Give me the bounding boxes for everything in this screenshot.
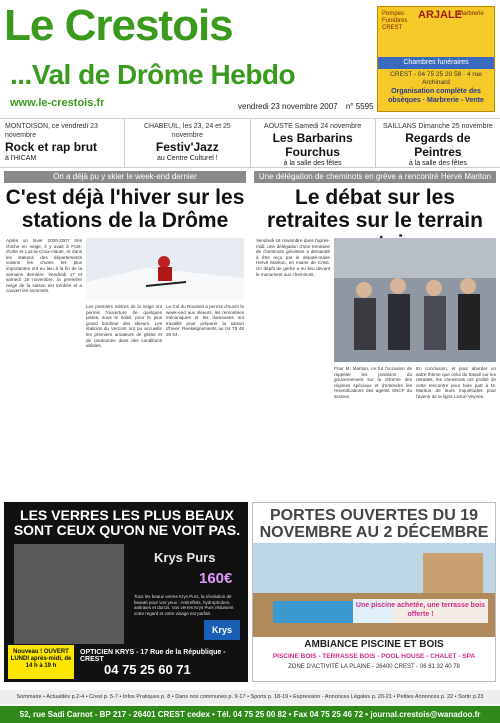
krys-price: 160€ [199,570,233,587]
teaser-kicker: SAILLANS Dimanche 25 novembre [383,123,493,130]
funeral-ad-left: Pompes Funèbres CREST [382,11,408,31]
table-of-contents[interactable]: Sommaire • Actualités p.2-4 • Crest p. 5-7 • Infos Pratiques p. 8 • Dans nos communes p. 9-17 • Sports p. 18-19 • Expression - Annonces Légales p. 20-21 • Petites Annonces p. 22 • Sortir p.23 [0,690,500,704]
pool-title: AMBIANCE PISCINE ET BOIS [304,639,444,650]
teaser-sub: à l'HICAM [5,155,37,162]
teaser-item[interactable] [0,119,125,167]
pool-headline: PORTES OUVERTES DU 19 NOVEMBRE AU 2 DÉCEMBRE [259,507,489,541]
newspaper-title[interactable]: Le Crestois [4,1,233,50]
teaser-headline: Festiv'Jazz [155,140,219,154]
teaser-item[interactable] [376,119,500,167]
right-story-col-2: Pour M. Mariton, ce fut l'occasion de rappeler les positions du gouvernement sur la réforme des régimes spéciaux et d'entendre les revendications des agents SNCF du secteur. [334,366,412,399]
krys-ad[interactable] [4,502,248,682]
ski-photo [86,238,244,300]
funeral-ad-line: CREST - 04 75 25 20 58 · 4 rue Archinard [390,71,482,86]
teaser-sub: à la salle des fêtes [408,160,467,167]
teaser-kicker: MONTOISON, ce vendredi 23 novembre [5,123,98,139]
dateline [238,102,400,111]
krys-brand: Krys Purs [154,550,216,565]
pool-ad[interactable] [252,502,496,682]
funeral-ad[interactable] [377,6,495,112]
funeral-ad-brand: ARJALE [418,9,463,21]
left-story-col-2: Les premiers mètres de la neige ont permis l'ouverture de quelques pistes, sous le soleil, pour le plus grand bonheur des skieurs. Les stations du Vercors ont pu accueillir les premiers amateurs de glisse et de randonnée dans des conditions idéales. [86,304,162,349]
right-story-col-3: En conclusion, et pour aborder un autre thème que celui du travail sur les retraites, les cheminots ont profité de cette rencontre pour faire part à M. Mariton de leurs inquiétudes pour l'avenir de la ligne Livron-Veynes. [416,366,496,399]
funeral-ad-footer: Organisation complète des obsèques · Marbrerie - Vente [388,88,484,104]
contact-footer: 52, rue Sadi Carnot - BP 217 - 26401 CREST cedex • Tél. 04 75 25 00 82 • Fax 04 75 25 46 72 • journal.crestois@wanadoo.fr [0,706,500,723]
website-link[interactable]: www.le-crestois.fr [10,97,105,109]
delegation-image [334,238,496,362]
event-teasers [0,118,500,168]
issue-date: vendredi 23 novembre 2007 [238,102,338,111]
teaser-kicker: AOUSTE Samedi 24 novembre [263,123,362,130]
right-story-kicker: Une délégation de cheminots en grève a rencontré Hervé Mariton [254,171,496,183]
krys-headline: LES VERRES LES PLUS BEAUX SONT CEUX QU'ON NE VOIT PAS. [13,507,241,538]
krys-opening-notice: Nouveau ! OUVERT LUNDI après-midi, de 14 h à 19 h [8,645,74,679]
krys-text: Tous les beaux verres Krys Purs, la révolution de beauté pour vos yeux : Antireflets, hydrophobes, antiraies et durcis. Vos verres Krys Purs réduisent votre regard et votre visage est parfait. [134,594,234,616]
funeral-ad-banner: Chambres funéraires [378,57,494,69]
teaser-item[interactable] [251,119,376,167]
left-story-headline[interactable]: C'est déjà l'hiver sur les stations de la Drôme [5,186,245,232]
funeral-ad-right: Marbrerie [458,11,484,17]
pool-promo: Une piscine achetée, une terrasse bois offerte ! [353,599,488,623]
krys-shop: OPTICIEN KRYS - 17 Rue de la République - CREST [80,649,226,663]
teaser-headline: Les Barbarins Fourchus [272,131,353,159]
krys-logo: Krys [204,620,240,640]
left-story-col-3: Le Col du Rousset a permis d'ouvrir le week-end aux skieurs, les remontées mécaniques et les dameuses ont travaillé pour préparer la saison d'hiver. Renseignements au 04 75 48 26 64. [166,304,244,337]
teaser-sub: au Centre Culturel ! [157,155,218,162]
pool-products: PISCINE BOIS - TERRASSE BOIS - POOL HOUSE - CHALET - SPA [272,653,476,660]
teaser-item[interactable] [125,119,250,167]
skier-image [86,238,244,300]
left-story-kicker: On a déjà pu y skier le week-end dernier [4,171,246,183]
left-story-col-1: Après un hiver 2006-2007 très chiche en neige, il y avait à Font-d'Urle et Lus-la-Croix-Haute, et dans les stations des départements voisins les chutes les plus importantes ont eu lieu à la fin de la semaine dernière. Vendredi 17 et samedi 18 novembre, la première neige de la saison est tombée et a couvert les sommets. [6,238,82,294]
right-story-col-1: Vendredi 16 novembre dans l'après-midi, une délégation d'une trentaine de cheminots grévistes a demandé à être reçu par le député-maire Hervé Mariton, en mairie de Crest. Un dépôt de gerbe a eu lieu devant le monument aux cheminots. [256,238,330,277]
right-story-headline[interactable]: Le débat sur les retraites sur le terrain [267,186,483,232]
masthead [0,0,500,118]
newspaper-subtitle: ...Val de Drôme Hebdo [10,59,296,90]
teaser-sub: à la salle des fêtes [283,160,342,167]
teaser-headline: Regards de Peintres [405,131,471,159]
cheminots-photo [334,238,496,362]
teaser-kicker: CHABEUIL, les 23, 24 et 25 novembre [143,123,231,139]
pool-address: ZONE D'ACTIVITÉ LA PLAINE - 26400 CREST - 06 81 32 40 78 [288,664,460,670]
teaser-headline: Rock et rap brut [5,140,98,154]
krys-phone[interactable]: 04 75 25 60 71 [104,662,191,677]
krys-model-photo [14,544,124,644]
issue-number: n° 5595 [345,102,374,111]
